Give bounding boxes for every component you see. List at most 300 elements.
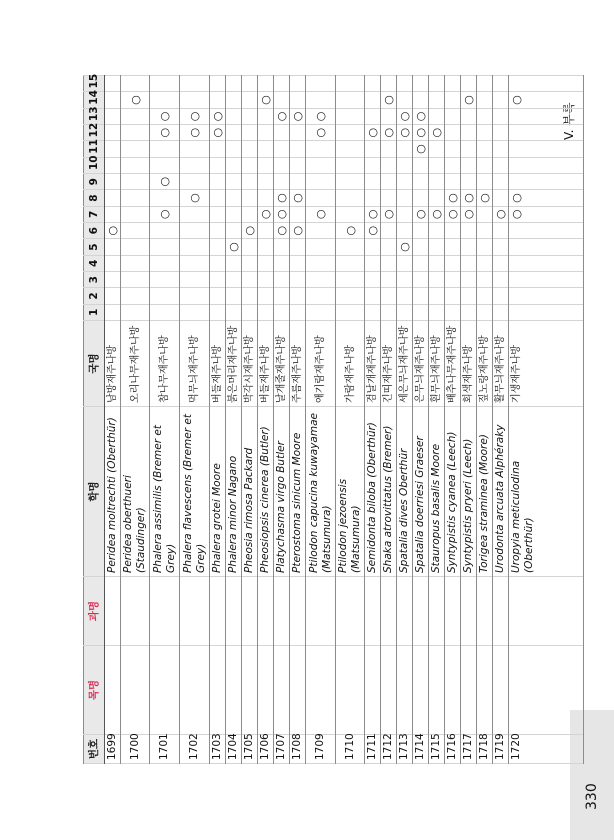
- table-row: [381, 76, 397, 764]
- cell-family: [306, 577, 336, 646]
- cell-region-mark: [274, 255, 290, 271]
- cell-region-mark: [477, 92, 493, 108]
- cell-region-mark: [105, 288, 121, 304]
- cell-family: [274, 577, 290, 646]
- presence-mark: ○: [106, 225, 119, 236]
- cell-region-mark: [365, 304, 381, 320]
- cell-region-mark: [290, 157, 306, 173]
- cell-family: [105, 577, 121, 646]
- cell-korean-name: 검날개재주나방: [365, 321, 381, 407]
- cell-region-mark: [274, 223, 290, 239]
- presence-mark: ○: [291, 225, 304, 236]
- cell-region-mark: [509, 157, 584, 173]
- table-row: [477, 76, 493, 764]
- cell-region-mark: [413, 157, 429, 173]
- cell-region-mark: [121, 108, 150, 124]
- presence-mark: ○: [430, 209, 443, 220]
- cell-region-mark: [306, 92, 336, 108]
- cell-region-mark: [242, 174, 258, 190]
- column-header-korean-name: 국명: [84, 321, 105, 407]
- cell-region-mark: [121, 223, 150, 239]
- cell-region-mark: [210, 255, 226, 271]
- cell-region-mark: [242, 141, 258, 157]
- cell-region-mark: [365, 174, 381, 190]
- cell-region-mark: [461, 92, 477, 108]
- presence-mark: ○: [275, 209, 288, 220]
- cell-region-mark: [509, 174, 584, 190]
- cell-region-mark: [180, 76, 210, 92]
- cell-region-mark: [306, 206, 336, 222]
- column-header-scientific-name: 학명: [84, 407, 105, 577]
- cell-korean-name: 긴띠재주나방: [381, 321, 397, 407]
- cell-region-mark: [290, 206, 306, 222]
- cell-region-mark: [105, 255, 121, 271]
- cell-family: [258, 577, 274, 646]
- cell-region-mark: [290, 108, 306, 124]
- cell-region-mark: [413, 92, 429, 108]
- cell-region-mark: [445, 92, 461, 108]
- cell-number: 1702: [180, 735, 210, 764]
- cell-scientific-name: Ptilodon capucina kuwayamae (Matsumura): [306, 407, 336, 577]
- cell-region-mark: [429, 157, 445, 173]
- table-body: [105, 76, 584, 764]
- cell-region-mark: [210, 239, 226, 255]
- cell-region-mark: [210, 76, 226, 92]
- cell-region-mark: [477, 223, 493, 239]
- cell-region-mark: [242, 92, 258, 108]
- cell-scientific-name: Stauropus basalis Moore: [429, 407, 445, 577]
- presence-mark: ○: [446, 193, 459, 203]
- cell-region-mark: [242, 255, 258, 271]
- cell-order: [381, 646, 397, 735]
- cell-region-mark: [397, 255, 413, 271]
- cell-region-mark: [210, 288, 226, 304]
- cell-region-mark: [381, 304, 397, 320]
- presence-mark: ○: [243, 225, 256, 236]
- cell-korean-name: 은무늬재주나방: [413, 321, 429, 407]
- cell-scientific-name: Spatalia dives Oberthür: [397, 407, 413, 577]
- cell-region-mark: [477, 125, 493, 141]
- cell-korean-name: 흰무늬재주나방: [429, 321, 445, 407]
- cell-region-mark: [242, 304, 258, 320]
- cell-region-mark: [121, 206, 150, 222]
- cell-region-mark: [365, 223, 381, 239]
- cell-region-mark: [150, 304, 180, 320]
- presence-mark: ○: [259, 95, 272, 105]
- cell-region-mark: [242, 108, 258, 124]
- cell-region-mark: [290, 239, 306, 255]
- table-row: [226, 76, 242, 764]
- presence-mark: ○: [314, 127, 327, 138]
- cell-region-mark: [105, 190, 121, 206]
- cell-order: [493, 646, 509, 735]
- cell-region-mark: [274, 174, 290, 190]
- cell-number: 1718: [477, 735, 493, 764]
- cell-region-mark: [461, 157, 477, 173]
- cell-region-mark: [274, 304, 290, 320]
- cell-region-mark: [429, 92, 445, 108]
- cell-region-mark: [274, 190, 290, 206]
- cell-region-mark: [509, 239, 584, 255]
- cell-scientific-name: Phalera assimilis (Bremer et Grey): [150, 407, 180, 577]
- cell-family: [150, 577, 180, 646]
- cell-region-mark: [105, 272, 121, 288]
- cell-region-mark: [336, 125, 365, 141]
- presence-mark: ○: [510, 95, 523, 105]
- cell-region-mark: [226, 125, 242, 141]
- cell-region-mark: [226, 206, 242, 222]
- cell-region-mark: [226, 92, 242, 108]
- table-row: [105, 76, 121, 764]
- cell-region-mark: [258, 92, 274, 108]
- presence-mark: ○: [259, 209, 272, 220]
- presence-mark: ○: [366, 127, 379, 138]
- cell-region-mark: [477, 304, 493, 320]
- cell-korean-name: 주름재주나방: [290, 321, 306, 407]
- cell-region-mark: [477, 206, 493, 222]
- cell-region-mark: [258, 272, 274, 288]
- table-row: [242, 76, 258, 764]
- cell-family: [413, 577, 429, 646]
- cell-region-mark: [493, 223, 509, 239]
- cell-number: 1704: [226, 735, 242, 764]
- presence-mark: ○: [462, 209, 475, 220]
- cell-region-mark: [226, 223, 242, 239]
- cell-region-mark: [336, 206, 365, 222]
- cell-region-mark: [493, 125, 509, 141]
- cell-region-mark: [105, 92, 121, 108]
- cell-region-mark: [121, 157, 150, 173]
- column-header-region: 10: [84, 157, 105, 173]
- cell-number: 1713: [397, 735, 413, 764]
- cell-scientific-name: Torigea straminea (Moore): [477, 407, 493, 577]
- cell-region-mark: [429, 272, 445, 288]
- cell-region-mark: [105, 239, 121, 255]
- cell-region-mark: [242, 206, 258, 222]
- cell-region-mark: [445, 288, 461, 304]
- cell-region-mark: [493, 255, 509, 271]
- cell-region-mark: [429, 125, 445, 141]
- cell-region-mark: [258, 223, 274, 239]
- table-row: [210, 76, 226, 764]
- cell-region-mark: [397, 206, 413, 222]
- cell-korean-name: 짚노랑재주나방: [477, 321, 493, 407]
- cell-region-mark: [150, 157, 180, 173]
- column-header-region: 15: [84, 76, 105, 92]
- cell-family: [381, 577, 397, 646]
- cell-region-mark: [397, 239, 413, 255]
- cell-region-mark: [381, 108, 397, 124]
- cell-region-mark: [477, 157, 493, 173]
- cell-number: 1709: [306, 735, 336, 764]
- cell-region-mark: [180, 92, 210, 108]
- table-row: [150, 76, 180, 764]
- cell-scientific-name: Pheosia rimosa Packard: [242, 407, 258, 577]
- cell-korean-name: 기생재주나방: [509, 321, 584, 407]
- table-row: [413, 76, 429, 764]
- cell-number: 1707: [274, 735, 290, 764]
- cell-region-mark: [226, 304, 242, 320]
- table-row: [274, 76, 290, 764]
- cell-korean-name: 버들재주나방: [258, 321, 274, 407]
- cell-family: [290, 577, 306, 646]
- column-header-region: 1: [84, 304, 105, 320]
- presence-mark: ○: [414, 209, 427, 220]
- table-header-row: [84, 76, 105, 764]
- cell-region-mark: [242, 223, 258, 239]
- cell-region-mark: [413, 76, 429, 92]
- cell-region-mark: [413, 125, 429, 141]
- cell-region-mark: [180, 288, 210, 304]
- cell-region-mark: [226, 141, 242, 157]
- cell-region-mark: [121, 141, 150, 157]
- cell-region-mark: [445, 108, 461, 124]
- table-row: [258, 76, 274, 764]
- cell-region-mark: [290, 141, 306, 157]
- cell-region-mark: [210, 174, 226, 190]
- cell-region-mark: [445, 304, 461, 320]
- presence-mark: ○: [291, 111, 304, 122]
- cell-region-mark: [258, 157, 274, 173]
- presence-mark: ○: [158, 111, 171, 122]
- cell-region-mark: [180, 223, 210, 239]
- column-header-region: 12: [84, 125, 105, 141]
- cell-region-mark: [306, 157, 336, 173]
- cell-region-mark: [121, 174, 150, 190]
- cell-region-mark: [365, 190, 381, 206]
- presence-mark: ○: [211, 127, 224, 138]
- cell-order: [509, 646, 584, 735]
- cell-family: [121, 577, 150, 646]
- presence-mark: ○: [462, 193, 475, 203]
- cell-order: [306, 646, 336, 735]
- column-header-region: 7: [84, 206, 105, 222]
- cell-region-mark: [445, 141, 461, 157]
- column-header-region: 4: [84, 255, 105, 271]
- cell-region-mark: [493, 239, 509, 255]
- cell-region-mark: [477, 190, 493, 206]
- cell-order: [429, 646, 445, 735]
- cell-region-mark: [274, 206, 290, 222]
- cell-region-mark: [258, 288, 274, 304]
- cell-korean-name: 날개줄재주나방: [274, 321, 290, 407]
- cell-region-mark: [180, 206, 210, 222]
- cell-korean-name: 애기람재주나방: [306, 321, 336, 407]
- cell-region-mark: [226, 174, 242, 190]
- cell-region-mark: [274, 92, 290, 108]
- cell-korean-name: 먹무늬재주나방: [180, 321, 210, 407]
- cell-region-mark: [210, 141, 226, 157]
- cell-region-mark: [210, 125, 226, 141]
- cell-region-mark: [290, 92, 306, 108]
- cell-korean-name: 활무늬재주나방: [493, 321, 509, 407]
- cell-region-mark: [258, 239, 274, 255]
- cell-order: [180, 646, 210, 735]
- cell-order: [121, 646, 150, 735]
- cell-region-mark: [445, 239, 461, 255]
- cell-region-mark: [509, 92, 584, 108]
- cell-region-mark: [381, 174, 397, 190]
- cell-region-mark: [121, 125, 150, 141]
- cell-region-mark: [381, 141, 397, 157]
- cell-korean-name: 오리나무재주나방: [121, 321, 150, 407]
- cell-region-mark: [493, 174, 509, 190]
- cell-region-mark: [121, 92, 150, 108]
- cell-region-mark: [397, 92, 413, 108]
- cell-region-mark: [290, 288, 306, 304]
- cell-region-mark: [121, 304, 150, 320]
- cell-region-mark: [180, 125, 210, 141]
- presence-mark: ○: [128, 95, 142, 105]
- cell-region-mark: [461, 223, 477, 239]
- cell-region-mark: [306, 174, 336, 190]
- cell-region-mark: [365, 206, 381, 222]
- table-row: [336, 76, 365, 764]
- cell-region-mark: [226, 190, 242, 206]
- cell-region-mark: [306, 272, 336, 288]
- cell-region-mark: [461, 190, 477, 206]
- cell-region-mark: [105, 157, 121, 173]
- cell-region-mark: [429, 76, 445, 92]
- cell-number: 1705: [242, 735, 258, 764]
- cell-region-mark: [365, 157, 381, 173]
- cell-region-mark: [365, 141, 381, 157]
- cell-region-mark: [493, 288, 509, 304]
- cell-number: 1717: [461, 735, 477, 764]
- cell-region-mark: [210, 108, 226, 124]
- cell-korean-name: 붉은머리재주나방: [226, 321, 242, 407]
- cell-region-mark: [413, 141, 429, 157]
- cell-order: [150, 646, 180, 735]
- cell-region-mark: [306, 255, 336, 271]
- table-row: [429, 76, 445, 764]
- cell-region-mark: [210, 92, 226, 108]
- page-number: 330: [584, 783, 600, 810]
- cell-region-mark: [365, 108, 381, 124]
- cell-region-mark: [258, 174, 274, 190]
- cell-region-mark: [105, 125, 121, 141]
- cell-region-mark: [365, 288, 381, 304]
- cell-region-mark: [180, 272, 210, 288]
- cell-region-mark: [274, 108, 290, 124]
- cell-region-mark: [477, 288, 493, 304]
- presence-mark: ○: [158, 127, 171, 138]
- cell-region-mark: [397, 174, 413, 190]
- cell-region-mark: [150, 206, 180, 222]
- cell-region-mark: [121, 190, 150, 206]
- cell-region-mark: [210, 157, 226, 173]
- cell-region-mark: [445, 272, 461, 288]
- cell-scientific-name: Uropyia meticulodina (Oberthür): [509, 407, 584, 577]
- cell-order: [397, 646, 413, 735]
- cell-region-mark: [445, 157, 461, 173]
- cell-region-mark: [397, 288, 413, 304]
- table-row: [509, 76, 584, 764]
- cell-region-mark: [180, 190, 210, 206]
- cell-order: [226, 646, 242, 735]
- cell-region-mark: [477, 174, 493, 190]
- cell-region-mark: [290, 304, 306, 320]
- cell-region-mark: [150, 272, 180, 288]
- table-row: [445, 76, 461, 764]
- cell-region-mark: [242, 288, 258, 304]
- cell-region-mark: [290, 174, 306, 190]
- cell-family: [477, 577, 493, 646]
- cell-number: 1710: [336, 735, 365, 764]
- cell-region-mark: [336, 92, 365, 108]
- cell-region-mark: [429, 255, 445, 271]
- cell-korean-name: 박각시재주나방: [242, 321, 258, 407]
- cell-korean-name: 배추나무재주나방: [445, 321, 461, 407]
- cell-region-mark: [397, 272, 413, 288]
- cell-family: [242, 577, 258, 646]
- cell-region-mark: [429, 304, 445, 320]
- presence-mark: ○: [494, 209, 507, 220]
- cell-region-mark: [381, 157, 397, 173]
- cell-region-mark: [336, 288, 365, 304]
- cell-scientific-name: Syntypistis pryeri (Leech): [461, 407, 477, 577]
- cell-region-mark: [226, 239, 242, 255]
- cell-region-mark: [258, 190, 274, 206]
- cell-region-mark: [445, 255, 461, 271]
- cell-region-mark: [150, 76, 180, 92]
- cell-region-mark: [105, 174, 121, 190]
- presence-mark: ○: [510, 209, 523, 220]
- cell-family: [461, 577, 477, 646]
- cell-region-mark: [413, 108, 429, 124]
- cell-family: [493, 577, 509, 646]
- cell-region-mark: [493, 272, 509, 288]
- cell-region-mark: [226, 255, 242, 271]
- cell-region-mark: [258, 108, 274, 124]
- cell-scientific-name: Phalera minor Nagano: [226, 407, 242, 577]
- cell-region-mark: [150, 255, 180, 271]
- cell-scientific-name: Syntypistis cyanea (Leech): [445, 407, 461, 577]
- cell-scientific-name: Spatalia doerriesi Graeser: [413, 407, 429, 577]
- presence-mark: ○: [211, 111, 224, 122]
- cell-region-mark: [210, 206, 226, 222]
- cell-region-mark: [477, 255, 493, 271]
- cell-region-mark: [397, 304, 413, 320]
- cell-region-mark: [445, 125, 461, 141]
- cell-region-mark: [121, 239, 150, 255]
- cell-region-mark: [258, 304, 274, 320]
- cell-region-mark: [461, 288, 477, 304]
- cell-region-mark: [274, 76, 290, 92]
- cell-region-mark: [413, 223, 429, 239]
- table-row: [493, 76, 509, 764]
- cell-region-mark: [461, 304, 477, 320]
- cell-number: 1714: [413, 735, 429, 764]
- cell-region-mark: [493, 304, 509, 320]
- presence-mark: ○: [314, 111, 327, 122]
- cell-region-mark: [493, 190, 509, 206]
- cell-region-mark: [121, 288, 150, 304]
- cell-region-mark: [258, 125, 274, 141]
- cell-region-mark: [306, 141, 336, 157]
- cell-region-mark: [365, 239, 381, 255]
- cell-scientific-name: Peridea moltrechti (Oberthür): [105, 407, 121, 577]
- cell-region-mark: [509, 288, 584, 304]
- cell-region-mark: [121, 272, 150, 288]
- cell-region-mark: [180, 157, 210, 173]
- cell-region-mark: [306, 239, 336, 255]
- cell-region-mark: [493, 206, 509, 222]
- cell-scientific-name: Pterostoma sinicum Moore: [290, 407, 306, 577]
- column-header-region: 9: [84, 174, 105, 190]
- cell-order: [290, 646, 306, 735]
- cell-region-mark: [290, 272, 306, 288]
